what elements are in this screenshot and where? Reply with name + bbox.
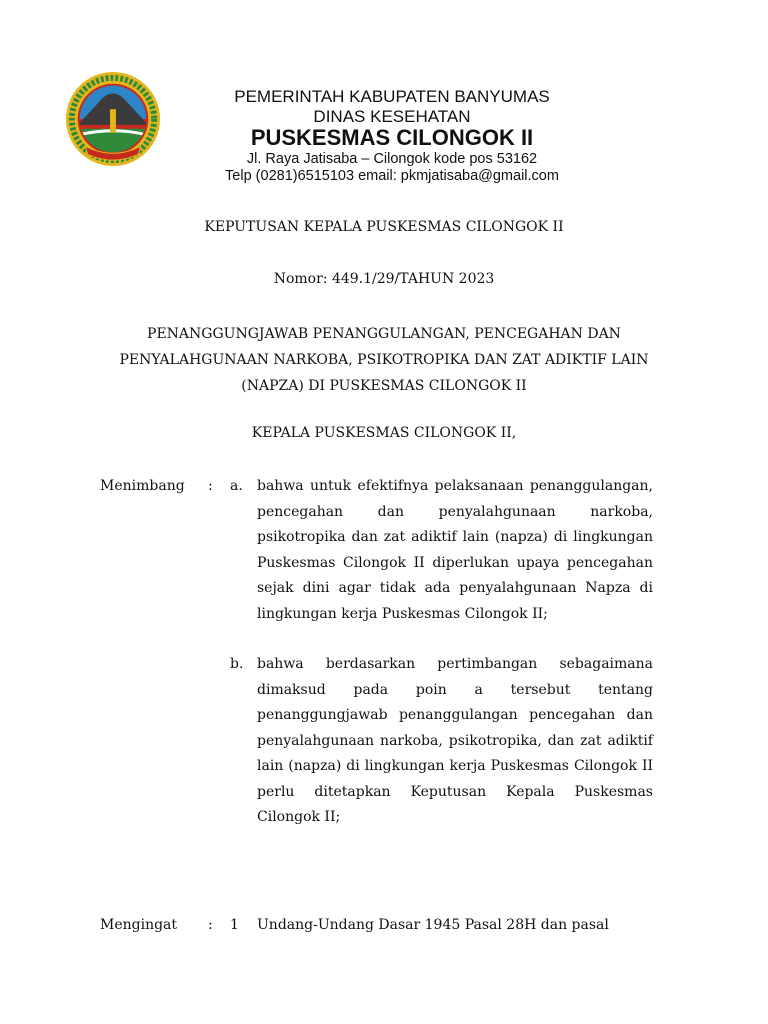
menimbang-marker-a: a.: [230, 478, 243, 494]
menimbang-marker-b: b.: [230, 656, 244, 672]
decree-subject: [60, 321, 708, 399]
letterhead-department: DINAS KESEHATAN: [313, 107, 471, 126]
decree-number: Nomor: 449.1/29/TAHUN 2023: [273, 271, 495, 287]
tower-icon: [110, 109, 116, 133]
mengingat-colon: :: [208, 917, 213, 933]
banyumas-emblem-logo: [64, 70, 162, 168]
menimbang-label: Menimbang: [100, 478, 185, 494]
letterhead-institution: PUSKESMAS CILONGOK II: [250, 125, 534, 150]
decree-subject-line: PENYALAHGUNAAN NARKOBA, PSIKOTROPIKA DAN ZAT ADIKTIF LAIN: [119, 352, 649, 368]
menimbang-colon: :: [208, 478, 213, 494]
letterhead-government: PEMERINTAH KABUPATEN BANYUMAS: [234, 87, 550, 106]
menimbang-item-b: bahwa berdasarkan pertimbangan sebagaimana dimaksud pada poin a tersebut tentang penanggungjawab penanggulangan pencegahan dan penyalahgunaan narkoba, psikotropika, dan zat adiktif lain (napza) di lingkungan kerja Puskesmas Cilongok II perlu ditetapkan Keputusan Kepala Puskesmas Cilongok II;: [257, 656, 653, 825]
decree-subject-line: PENANGGUNGJAWAB PENANGGULANGAN, PENCEGAHAN DAN: [147, 326, 621, 342]
decree-subject-line: (NAPZA) DI PUSKESMAS CILONGOK II: [241, 378, 527, 394]
letterhead-address: Jl. Raya Jatisaba – Cilongok kode pos 53162: [246, 151, 538, 167]
decree-title: KEPUTUSAN KEPALA PUSKESMAS CILONGOK II: [204, 219, 564, 235]
menimbang-item-a: bahwa untuk efektifnya pelaksanaan penanggulangan, pencegahan dan penyalahgunaan narkoba, psikotropika dan zat adiktif lain (napza) di lingkungan Puskesmas Cilongok II diperlukan upaya pencegahan sejak dini agar tidak ada penyalahgunaan Napza di lingkungan kerja Puskesmas Cilongok II;: [257, 478, 653, 622]
mengingat-item-1: Undang-Undang Dasar 1945 Pasal 28H dan pasal: [257, 917, 609, 933]
mengingat-marker-1: 1: [230, 917, 239, 933]
mengingat-label: Mengingat: [100, 917, 178, 933]
letterhead-contact: Telp (0281)6515103 email: pkmjatisaba@gmail.com: [225, 168, 559, 184]
official-heading: KEPALA PUSKESMAS CILONGOK II,: [251, 425, 517, 441]
